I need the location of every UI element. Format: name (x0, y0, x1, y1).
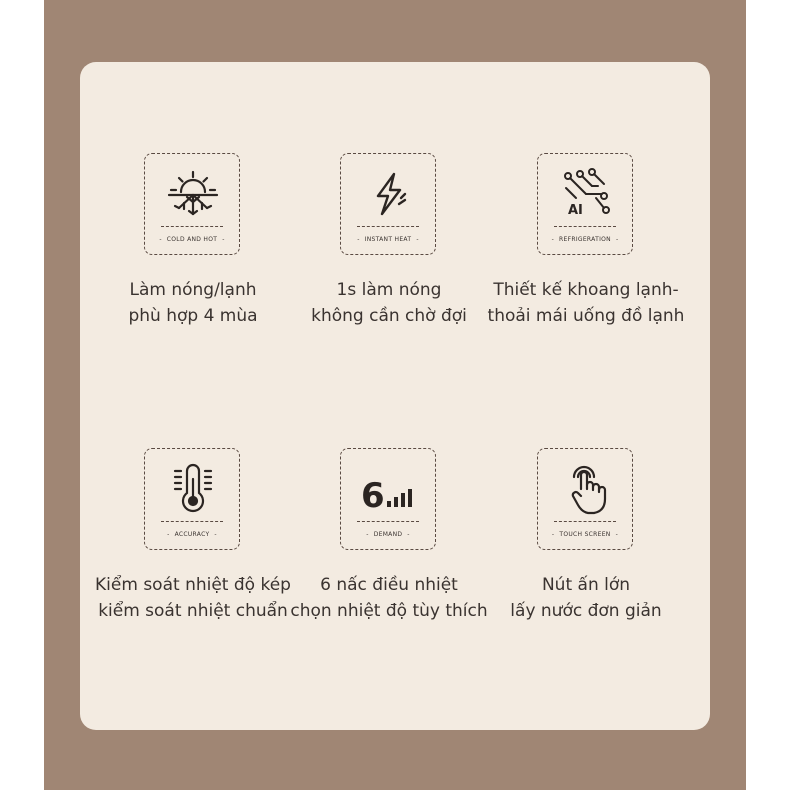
feature-card (144, 153, 240, 255)
feature-tag: - ACCURACY - (167, 531, 217, 538)
six-levels-icon (361, 463, 417, 515)
feature-card (537, 153, 633, 255)
card-divider (161, 226, 223, 227)
caption-line-2: lấy nước đơn giản (510, 601, 662, 621)
feature-caption (476, 277, 696, 329)
sun-snowflake-icon (165, 168, 221, 220)
feature-card (340, 448, 436, 550)
ai-icon-text: AI (568, 203, 583, 218)
feature-caption (476, 572, 696, 624)
caption-line-1: 1s làm nóng (336, 280, 442, 300)
feature-tag: - TOUCH SCREEN - (551, 531, 619, 538)
feature-tag: - INSTANT HEAT - (357, 236, 419, 243)
caption-line-2: thoải mái uống đồ lạnh (487, 306, 685, 326)
card-divider (357, 226, 419, 227)
caption-line-2: không cần chờ đợi (311, 306, 467, 326)
caption-line-2: kiểm soát nhiệt chuẩn (98, 601, 288, 621)
feature-card (537, 448, 633, 550)
thermometer-icon (165, 463, 221, 515)
feature-tag: - REFRIGERATION - (551, 236, 619, 243)
feature-card (144, 448, 240, 550)
caption-line-1: Nút ấn lớn (541, 575, 631, 595)
feature-caption (83, 572, 303, 624)
caption-line-1: Làm nóng/lạnh (129, 280, 257, 300)
caption-line-2: chọn nhiệt độ tùy thích (290, 601, 488, 621)
six-icon-text: 6 (361, 476, 385, 516)
touch-hand-icon (558, 463, 614, 515)
ai-circuit-icon (558, 168, 614, 220)
caption-line-1: 6 nấc điều nhiệt (320, 575, 458, 595)
feature-caption (279, 572, 499, 624)
caption-line-1: Kiểm soát nhiệt độ kép (95, 575, 291, 595)
feature-tag: - DEMAND - (366, 531, 410, 538)
feature-tag: - COLD AND HOT - (159, 236, 225, 243)
feature-caption (279, 277, 499, 329)
feature-card (340, 153, 436, 255)
caption-line-1: Thiết kế khoang lạnh- (493, 280, 679, 300)
card-divider (357, 521, 419, 522)
caption-line-2: phù hợp 4 mùa (128, 306, 258, 326)
card-divider (161, 521, 223, 522)
card-divider (554, 226, 616, 227)
card-divider (554, 521, 616, 522)
feature-caption (83, 277, 303, 329)
lightning-icon (361, 168, 417, 220)
